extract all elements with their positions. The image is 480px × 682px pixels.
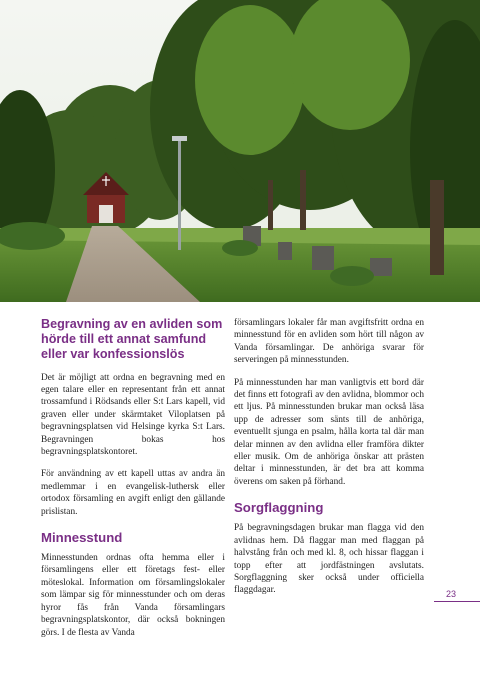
right-column xyxy=(234,317,424,607)
page-number-rule xyxy=(434,601,480,602)
left-column xyxy=(41,317,225,649)
article-heading: Begravning av en avliden som hörde till ett annat samfund eller var konfessionslös xyxy=(41,317,223,362)
paragraph: Det är möjligt att ordna en begravning med en egen talare eller en representant från ett annat trossamfund i Rödsands eller S:t Lars kapell, vid graven eller under skärmtaket Viloplatsen på begravningsplatsen vid Helsinge kyrka S:t Lars. Begravningen bokas hos begravningsplatskontoret. xyxy=(41,372,225,458)
page-number: 23 xyxy=(446,589,457,599)
cemetery-photo xyxy=(0,0,480,302)
paragraph: församlingars lokaler får man avgiftsfritt ordna en minnesstund för en avliden som hört till någon av Vanda församlingar. De anhöriga svarar för serveringen på minnesstunden. xyxy=(234,318,424,366)
paragraph: På minnesstunden har man vanligtvis ett bord där det finns ett fotografi av den avlidna, blommor och ett ljus. På minnesstunden brukar man också läsa upp de adresser som sänts till de anhöriga, eventuellt sjunga en psalm, hålla korta tal där man delar minnen av den avlidna eller framföra dikter eller musik. Om de anhöriga önskar att prästen deltar i minnesstunden, är det bra att komma överens om saken på förhand. xyxy=(234,377,424,487)
paragraph: Minnesstunden ordnas ofta hemma eller i församlingens eller ett företags fest- eller möteslokal. Information om församlingslokaler som lämpar sig för minnesstunder och om deras hyror fås från Vanda församlingars begravningsplatskontor, där också bokningen görs. I de flesta av Vanda xyxy=(41,553,225,638)
section-heading-minnesstund: Minnesstund xyxy=(41,530,123,546)
paragraph: För användning av ett kapell uttas av andra än medlemmar i en evangelisk-luthersk eller ortodox församling en avgift enligt den gällande prislistan. xyxy=(41,469,225,517)
section-heading-sorgflaggning: Sorgflaggning xyxy=(234,500,324,516)
paragraph: På begravningsdagen brukar man flagga vid den avlidnas hem. Då flaggar man med flaggan på halvstång från och med kl. 8, och hissar flaggan i topp efter att jordfästningen avslutats. Sorgflaggning sker också under officiella flaggdagar. xyxy=(234,523,424,596)
